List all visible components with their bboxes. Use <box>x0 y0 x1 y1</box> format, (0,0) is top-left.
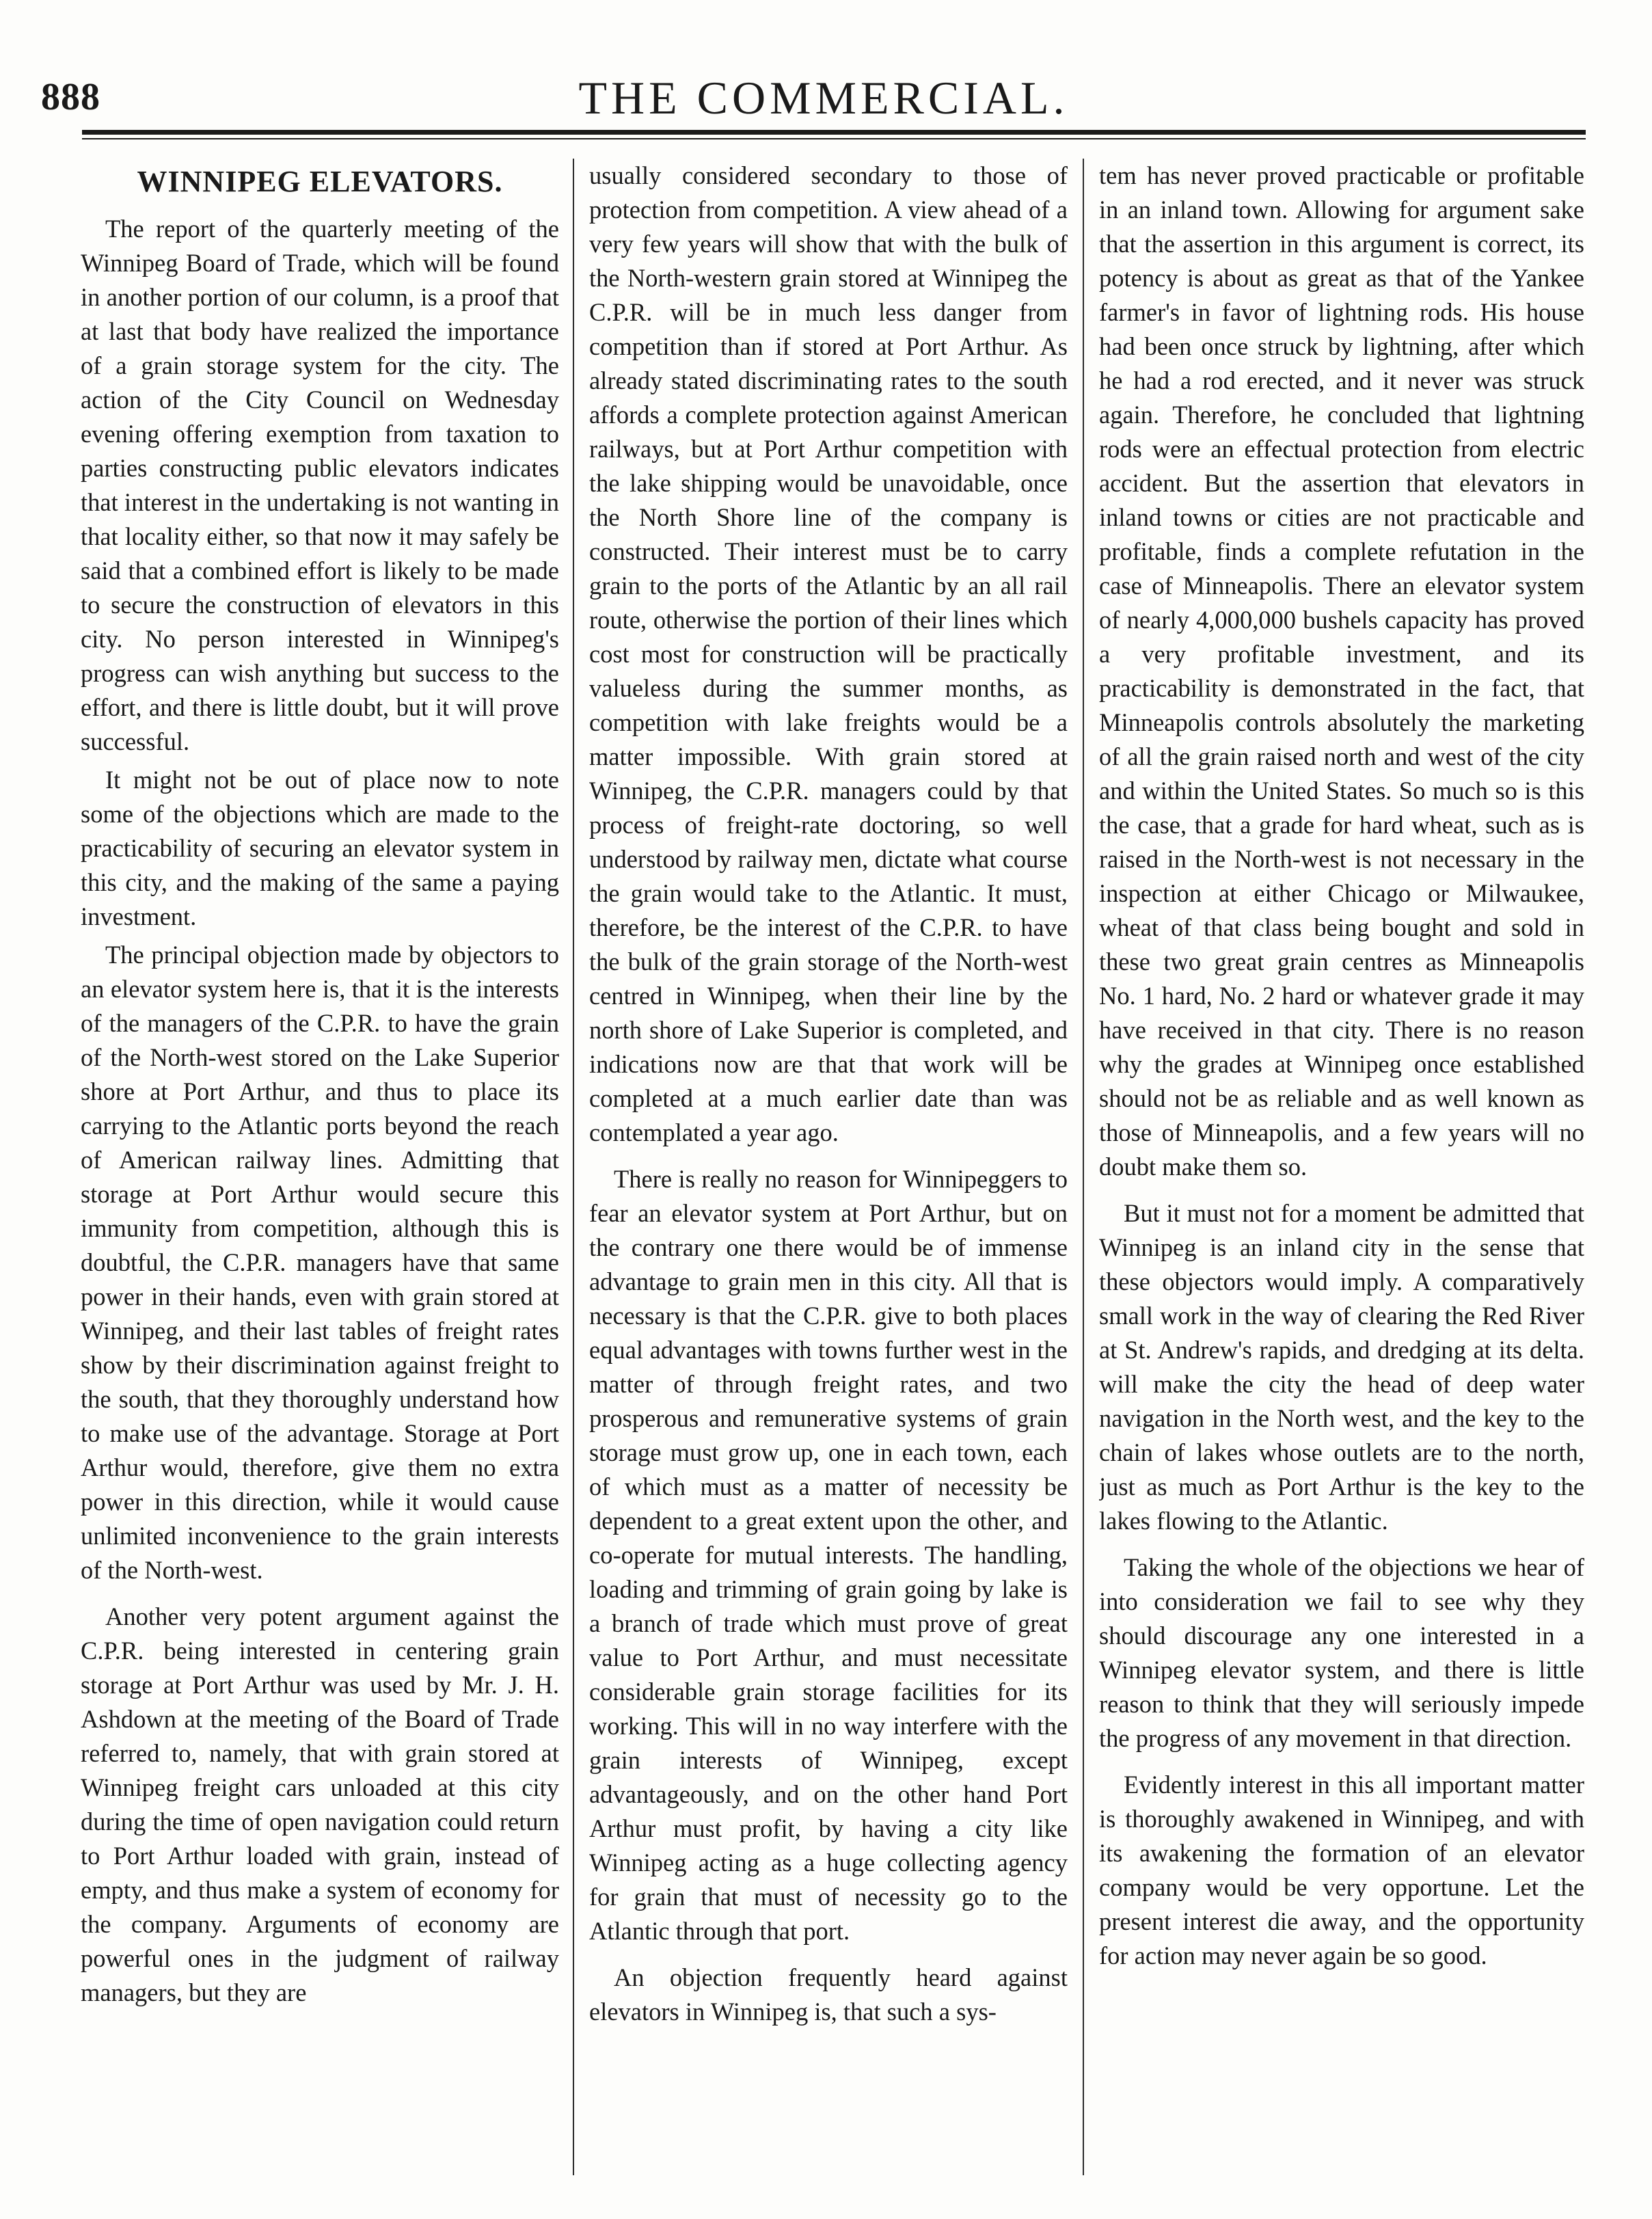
header-rule-thick <box>82 130 1586 135</box>
article-paragraph: The principal objection made by objectors to an elevator system here is, that it is the interests of the managers of the C.P.R. to have the grain of the North-west stored on the Lake Superior shore at Port Arthur, and thus to place its carrying to the Atlantic ports beyond the reach of American railway lines. Admitting that storage at Port Arthur would secure this immunity from competition, although this is doubtful, the C.P.R. managers have that same power in their hands, even with grain stored at Winnipeg, and their last tables of freight rates show by their discrimination against freight to the south, that they thoroughly understand how to make use of the advantage. Storage at Port Arthur would, therefore, give them no extra power in this direction, while it would cause unlimited inconvenience to the grain interests of the North-west. <box>81 941 559 1584</box>
article-paragraph: tem has never proved practicable or profitable in an inland town. Allowing for argument sake that the assertion in this argument is correct, its potency is about as great as that of the Yankee farmer's in favor of lightning rods. His house had been once struck by lightning, after which he had a rod erected, and it never was struck again. Therefore, he concluded that lightning rods were an effectual protection from electric accident. But the assertion that elevators in inland towns or cities are not practicable and profitable, finds a complete refutation in the case of Minneapolis. There an elevator system of nearly 4,000,000 bushels capacity has proved a very profitable investment, and its practicability is demonstrated in the fact, that Minneapolis controls absolutely the marketing of all the grain raised north and west of the city and within the United States. So much so is this the case, that a grade for hard wheat, such as is raised in the North-west is not necessary in the inspection at either Chicago or Milwaukee, wheat of that class being bought and sold in these two great grain centres as Minneapolis No. 1 hard, No. 2 hard or whatever grade it may have received in that city. There is no reason why the grades at Winnipeg once established should not be as reliable and as well known as those of Minneapolis, and a few years will no doubt make them so. <box>1099 161 1584 1181</box>
article-headline: WINNIPEG ELEVATORS. <box>137 165 503 198</box>
column-divider <box>573 159 574 2175</box>
article-paragraph: The report of the quarterly meeting of the Winnipeg Board of Trade, which will be found in another portion of our column, is a proof that at last that body have realized the importance of a grain storage system for the city. The action of the City Council on Wednesday evening offering exemption from taxation to parties constructing public elevators indicates that interest in the undertaking is not wanting in that locality either, so that now it may safely be said that a combined effort is likely to be made to secure the construction of elevators in this city. No person interested in Winnipeg's progress can wish anything but success to the effort, and there is little doubt, but it will prove successful. <box>81 215 559 755</box>
article-paragraph: Taking the whole of the objections we hear of into consideration we fail to see why they should discourage any one interested in a Winnipeg elevator system, and there is little reason to think that they will seriously impede the progress of any movement in that direction. <box>1099 1553 1584 1752</box>
article-paragraph: There is really no reason for Winnipeggers to fear an elevator system at Port Arthur, but on the contrary one there would be of immense advantage to grain men in this city. All that is necessary is that the C.P.R. give to both places equal advantages with towns further west in the matter of through freight rates, and two prosperous and remunerative systems of grain storage must grow up, one in each town, each of which must as a matter of necessity be dependent to a great extent upon the other, and co-operate for mutual interests. The handling, loading and trimming of grain going by lake is a branch of trade which must prove of great value to Port Arthur, and must necessitate considerable grain storage facilities for its working. This will in no way interfere with the grain interests of Winnipeg, except advantageously, and on the other hand Port Arthur must profit, by having a city like Winnipeg acting as a huge collecting agency for grain that must of necessity go to the Atlantic through that port. <box>589 1165 1068 1945</box>
article-column-3 <box>1099 159 1584 2182</box>
journal-title: THE COMMERCIAL. <box>578 72 1069 124</box>
column-divider <box>1083 159 1084 2175</box>
article-paragraph: Another very potent argument against the C.P.R. being interested in centering grain storage at Port Arthur was used by Mr. J. H. Ashdown at the meeting of the Board of Trade referred to, namely, that with grain stored at Winnipeg freight cars unloaded at this city during the time of open navigation could return to Port Arthur loaded with grain, instead of empty, and thus make a system of economy for the company. Arguments of economy are powerful ones in the judgment of railway managers, but they are <box>81 1602 559 2006</box>
header-rule-thin <box>82 138 1586 139</box>
article-column-1 <box>81 159 559 2182</box>
article-paragraph: It might not be out of place now to note some of the objections which are made to the practicability of securing an elevator system in this city, and the making of the same a paying investment. <box>81 766 559 930</box>
article-paragraph: Evidently interest in this all important matter is thoroughly awakened in Winnipeg, and with its awakening the formation of an elevator company would be very opportune. Let the present interest die away, and the opportunity for action may never again be so good. <box>1099 1771 1584 1969</box>
article-paragraph: But it must not for a moment be admitted that Winnipeg is an inland city in the sense that these objectors would imply. A comparatively small work in the way of clearing the Red River at St. Andrew's rapids, and dredging at its delta. will make the city the head of deep water navigation in the North west, and the key to the chain of lakes whose outlets are to the north, just as much as Port Arthur is the key to the lakes flowing to the Atlantic. <box>1099 1199 1584 1535</box>
page-number: 888 <box>41 76 100 118</box>
article-column-2 <box>589 159 1068 2182</box>
article-paragraph: An objection frequently heard against elevators in Winnipeg is, that such a sys- <box>589 1963 1068 2026</box>
article-paragraph: usually considered secondary to those of protection from competition. A view ahead of a very few years will show that with the bulk of the North-western grain stored at Winnipeg the C.P.R. will be in much less danger from competition than if stored at Port Arthur. As already stated discriminating rates to the south affords a complete protection against American railways, but at Port Arthur competition with the lake shipping would be unavoidable, once the North Shore line of the company is constructed. Their interest must be to carry grain to the ports of the Atlantic by an all rail route, otherwise the portion of their lines which cost most for construction will be practically valueless during the summer months, as competition with lake freights would be a matter impossible. With grain stored at Winnipeg, the C.P.R. managers could by that process of freight-rate doctoring, so well understood by railway men, dictate what course the grain would take to the Atlantic. It must, therefore, be the interest of the C.P.R. to have the bulk of the grain storage of the North-west centred in Winnipeg, when their line by the north shore of Lake Superior is completed, and indications now are that that work will be completed at a much earlier date than was contemplated a year ago. <box>589 161 1068 1146</box>
